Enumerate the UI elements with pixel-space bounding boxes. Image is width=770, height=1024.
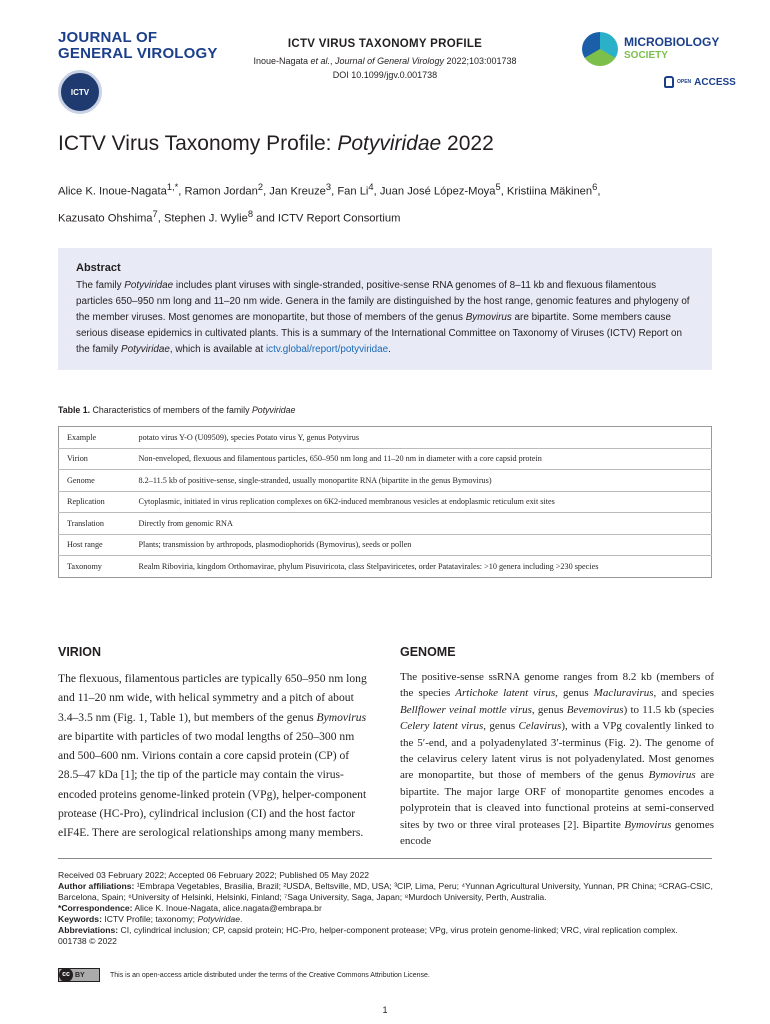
author-separator: , xyxy=(263,185,270,198)
genome-text-part: , genus xyxy=(531,703,567,716)
table-row xyxy=(59,427,712,449)
table-caption-label: Table 1. xyxy=(58,405,91,415)
author-separator: and xyxy=(253,212,278,225)
license-row xyxy=(58,968,430,982)
journal-logo-line1: JOURNAL OF xyxy=(58,29,158,46)
table-row xyxy=(59,534,712,556)
open-access-badge xyxy=(664,76,736,88)
table-key: Virion xyxy=(59,448,139,470)
genome-italic: Bellflower veinal mottle virus xyxy=(400,703,532,716)
cc-by-text: BY xyxy=(74,971,85,979)
keywords-label: Keywords: xyxy=(58,914,102,924)
abstract-box xyxy=(58,248,712,370)
table-row xyxy=(59,556,712,578)
keywords xyxy=(58,914,718,925)
author-list xyxy=(58,176,718,229)
table-key: Example xyxy=(59,427,139,449)
society-name-line2: SOCIETY xyxy=(624,50,668,61)
license-text: This is an open-access article distributed under the terms of the Creative Commons Attribution License. xyxy=(110,971,430,979)
table-caption-text: Characteristics of members of the family xyxy=(90,405,252,415)
table-key: Translation xyxy=(59,513,139,535)
abstract-heading: Abstract xyxy=(76,262,121,274)
abstract-italic: Potyviridae xyxy=(121,344,170,355)
keywords-italic: Potyviridae xyxy=(197,914,240,924)
abstract-text-part: The family xyxy=(76,280,125,291)
citation-volume: 2022;103:001738 xyxy=(446,56,517,66)
table-row xyxy=(59,470,712,492)
open-access-small: OPEN xyxy=(677,79,692,85)
journal-logo xyxy=(58,30,218,62)
profile-label: ICTV VIRUS TAXONOMY PROFILE xyxy=(287,38,483,50)
affiliations-text: ¹Embrapa Vegetables, Brasilia, Brazil; ²USDA, Beltsville, MD, USA; ³CIP, Lima, Peru; ⁴Yunnan Agricultural University, Yunnan, PR China; ⁵CRAG-CSIC, Barcelona, Spain; ⁶University of Helsinki, Helsinki, Finland; ⁷Saga University, Saga, Japan; ⁸Murdoch University, Perth, Australia. xyxy=(58,881,713,902)
ictv-report-link[interactable]: ictv.global/report/potyviridae xyxy=(265,344,389,355)
abstract-text-part: includes plant viruses with single-stranded, positive-sense RNA genomes of 8–11 kb and flexuous filamentous particles 650–950 nm long and 11–20 nm wide. Genera in the family are distinguished by the host range, genomic features and phylogeny of the member viruses. Most genomes are monopartite, but those of members of the genus xyxy=(76,280,690,323)
keywords-text: ICTV Profile; taxonomy; xyxy=(101,914,198,924)
abstract-italic: Bymovirus xyxy=(465,312,512,323)
author-affiliations xyxy=(58,881,718,903)
genome-italic: Celery latent virus xyxy=(400,720,484,733)
abstract-text-part: . xyxy=(388,344,391,355)
author-separator: , xyxy=(373,185,380,198)
virion-italic: Bymovirus xyxy=(316,710,367,724)
table-key: Replication xyxy=(59,491,139,513)
genome-text-part: The positive-sense ssRNA genome ranges from 8.2 kb (members of the species xyxy=(400,671,714,700)
article-code: 001738 © 2022 xyxy=(58,936,117,946)
characteristics-table xyxy=(58,426,712,578)
article-header xyxy=(210,38,560,80)
page-number: 1 xyxy=(382,1005,388,1015)
table-value: Cytoplasmic, initiated in virus replication complexes on 6K2-induced membranous vesicles at endoplasmic reticulum exit sites xyxy=(139,491,712,513)
open-lock-icon xyxy=(664,76,674,88)
author-name[interactable]: Ramon Jordan xyxy=(184,185,258,198)
citation-authors: Inoue-Nagata xyxy=(253,56,308,66)
author-name[interactable]: Fan Li xyxy=(337,185,369,198)
table-value: Non-enveloped, flexuous and filamentous particles, 650–950 nm long and 11–20 nm in diameter with a core capsid protein xyxy=(139,448,712,470)
society-name-line1: MICROBIOLOGY xyxy=(624,35,720,49)
author-name[interactable]: Alice K. Inoue-Nagata xyxy=(58,185,167,198)
genome-heading: GENOME xyxy=(400,645,456,659)
title-year: 2022 xyxy=(441,132,494,155)
author-name[interactable]: Kristiina Mäkinen xyxy=(506,185,593,198)
virion-section xyxy=(58,645,372,843)
author-name[interactable]: Kazusato Ohshima xyxy=(58,212,153,225)
correspondence-label: *Correspondence: xyxy=(58,903,133,913)
table-caption xyxy=(58,405,295,415)
abbreviations xyxy=(58,925,718,936)
society-emblem-icon xyxy=(582,32,618,66)
author-name[interactable]: Juan José López-Moya xyxy=(379,185,496,198)
author-affiliation: 6 xyxy=(592,182,598,192)
microbiology-society-logo xyxy=(582,32,720,66)
virion-text xyxy=(58,669,372,843)
table-row xyxy=(59,491,712,513)
virion-text-part: are bipartite with particles of two modal lengths of 250–300 nm and 500–600 nm. Virions contain a core capsid protein (CP) of 28.5–47 kDa [1]; the tip of the particle may contain the virus-encoded proteins genome-linked protein (VPg), helper-component protease (HC-Pro), cylindrical inclusion (CI) and the host factor eIF4E. There are serological relationships among many members. xyxy=(58,729,367,840)
abstract-text-part: are bipartite. Some members cause serious disease epidemics in cultivated plants. This is a summary of the International Committee on Taxonomy of Viruses (ICTV) Report on the family xyxy=(76,312,682,355)
journal-logo-line2: GENERAL VIROLOGY xyxy=(58,45,218,62)
genome-text-part: , genus xyxy=(483,720,519,733)
ictv-logo-icon: ICTV xyxy=(58,70,102,114)
title-family: Potyviridae xyxy=(337,132,442,155)
genome-text-part: genomes encode xyxy=(400,818,714,848)
genome-italic: Macluravirus xyxy=(593,687,654,700)
citation-etal: et al. xyxy=(310,56,331,66)
author-affiliation: 5 xyxy=(495,182,501,192)
abstract-text xyxy=(76,278,694,358)
table-key: Taxonomy xyxy=(67,561,102,571)
correspondence xyxy=(58,903,718,914)
genome-italic: Bevemovirus xyxy=(566,703,624,716)
abstract-italic: Potyviridae xyxy=(124,280,174,291)
virion-heading: VIRION xyxy=(58,645,102,659)
genome-text-part: are bipartite. The major large ORF of monopartite genomes encodes a polyprotein that is cleaved into functional proteins at semi-conserved sites by two or three viral proteases [2]. Bipartite xyxy=(400,769,714,831)
table-value: Directly from genomic RNA xyxy=(139,513,712,535)
publication-dates: Received 03 February 2022; Accepted 06 February 2022; Published 05 May 2022 xyxy=(58,870,370,880)
correspondence-text[interactable]: Alice K. Inoue-Nagata, alice.nagata@embrapa.br xyxy=(132,903,322,913)
table-key: Genome xyxy=(59,470,139,492)
keywords-end: . xyxy=(239,914,243,924)
table-caption-italic: Potyviridae xyxy=(251,405,296,415)
genome-text-part: , and species xyxy=(653,687,715,700)
genome-italic: Bymovirus xyxy=(648,769,696,782)
page-title xyxy=(58,132,494,156)
table-value: Realm Riboviria, kingdom Orthornavirae, phylum Pisuviricota, class Stelpaviricetes, order Patatavirales: >10 genera including >230 species xyxy=(138,561,599,571)
table-row xyxy=(59,513,712,535)
genome-italic: Artichoke latent virus xyxy=(455,687,556,700)
citation-line: Inoue-Nagata et al., Journal of General Virology 2022;103:001738 xyxy=(253,56,517,66)
author-affiliation: 3 xyxy=(325,182,332,192)
abbreviations-label: Abbreviations: xyxy=(58,925,119,935)
genome-text-part: ) to 11.5 kb (species xyxy=(623,703,714,716)
footnotes xyxy=(58,870,718,947)
table-value: Plants; transmission by arthropods, plasmodiophorids (Bymovirus), seeds or pollen xyxy=(139,534,712,556)
author-separator: , xyxy=(178,185,185,198)
author-name[interactable]: Jan Kreuze xyxy=(269,185,326,198)
genome-text xyxy=(400,669,714,849)
doi-link[interactable]: DOI 10.1099/jgv.0.001738 xyxy=(332,70,438,80)
author-affiliation: 2 xyxy=(257,182,264,192)
genome-italic: Bymovirus xyxy=(624,818,672,831)
author-name[interactable]: Stephen J. Wylie xyxy=(163,212,248,225)
cc-by-license-icon[interactable] xyxy=(58,968,100,982)
genome-section xyxy=(400,645,714,849)
author-separator: , xyxy=(597,185,601,198)
author-separator: , xyxy=(157,212,164,225)
affiliations-label: Author affiliations: xyxy=(58,881,135,891)
title-prefix: ICTV Virus Taxonomy Profile: xyxy=(58,132,338,155)
author-affiliation: 1,* xyxy=(166,182,179,192)
table-key: Host range xyxy=(59,534,139,556)
author-affiliation: 7 xyxy=(152,208,158,219)
table-value: 8.2–11.5 kb of positive-sense, single-stranded, usually monopartite RNA (bipartite in the genus Bymovirus) xyxy=(139,470,712,492)
genome-italic: Celavirus xyxy=(518,720,562,733)
genome-text-part: ), with a VPg covalently linked to the 5′-end, and a polyadenylated 3′-terminus (Fig. 2). The genome of the celavirus celery latent virus is not polyadenylated. Most genomes are monopartite, but those of members of the genus xyxy=(400,720,714,782)
author-affiliation: 8 xyxy=(247,208,254,219)
author-affiliation: 4 xyxy=(368,182,374,192)
citation-journal: Journal of General Virology xyxy=(335,56,444,66)
open-access-label: ACCESS xyxy=(694,76,736,88)
author-separator: , xyxy=(500,185,507,198)
genome-text-part: , genus xyxy=(555,687,594,700)
abbreviations-text: CI, cylindrical inclusion; CP, capsid protein; HC-Pro, helper-component protease; VPg, virus protein genome-linked; VRC, viral replication complex. xyxy=(118,925,678,935)
cc-badge-text: cc xyxy=(59,968,73,982)
abstract-text-part: , which is available at xyxy=(169,344,266,355)
footnote-divider xyxy=(58,858,712,859)
table-row xyxy=(59,448,712,470)
author-separator: , xyxy=(331,185,338,198)
table-value: potato virus Y-O (U09509), species Potato virus Y, genus Potyvirus xyxy=(139,427,712,449)
virion-text-part: The flexuous, filamentous particles are typically 650–950 nm long and 11–20 nm wide, with helical symmetry and a pitch of about 3.4–3.5 nm (Fig. 1, Table 1), but members of the genus xyxy=(58,672,367,724)
author-name[interactable]: ICTV Report Consortium xyxy=(277,212,401,225)
